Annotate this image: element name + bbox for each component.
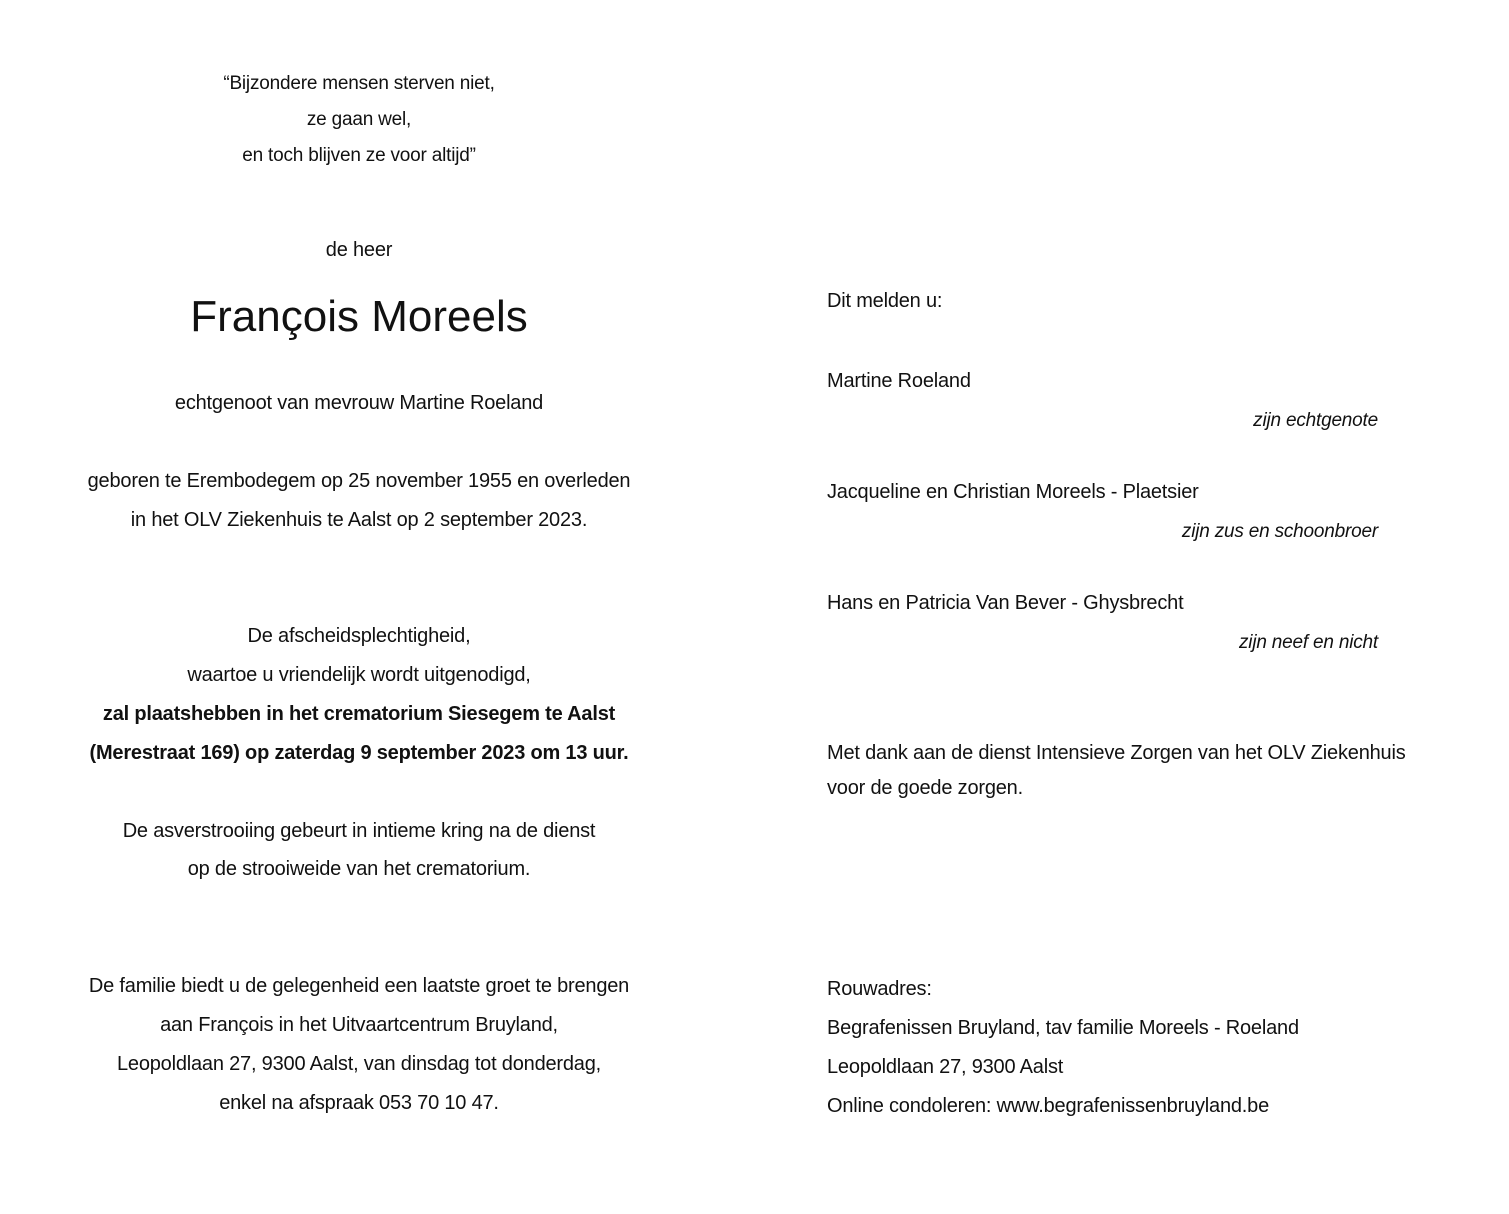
- deceased-name: François Moreels: [190, 292, 528, 341]
- ashes-line: op de strooiweide van het crematorium.: [187, 858, 531, 880]
- quote-line: en toch blijven ze voor altijd”: [242, 145, 476, 166]
- address-line: Begrafenissen Bruyland, tav familie Moreels - Roeland: [827, 1017, 1299, 1039]
- family-member-name: Martine Roeland: [827, 370, 971, 392]
- visit-line: De familie biedt u de gelegenheid een laatste groet te brengen: [88, 975, 630, 997]
- announcement-intro: Dit melden u:: [827, 290, 943, 312]
- spouse-line: echtgenoot van mevrouw Martine Roeland: [174, 392, 544, 414]
- thanks-line: Met dank aan de dienst Intensieve Zorgen van het OLV Ziekenhuis: [827, 742, 1406, 764]
- thanks-line: voor de goede zorgen.: [827, 777, 1023, 799]
- honorific: de heer: [325, 239, 393, 261]
- ceremony-line: De afscheidsplechtigheid,: [247, 625, 471, 647]
- ceremony-line: waartoe u vriendelijk wordt uitgenodigd,: [187, 664, 531, 686]
- birth-death-line: geboren te Erembodegem op 25 november 1955 en overleden: [87, 470, 631, 492]
- quote-line: ze gaan wel,: [306, 109, 412, 130]
- quote-line: “Bijzondere mensen sterven niet,: [223, 73, 495, 94]
- condolence-link-line: Online condoleren: www.begrafenissenbruyland.be: [827, 1095, 1269, 1117]
- family-member-relation: zijn neef en nicht: [1239, 632, 1378, 653]
- address-label: Rouwadres:: [827, 978, 932, 1000]
- visit-line: aan François in het Uitvaartcentrum Bruyland,: [160, 1014, 558, 1036]
- family-member-relation: zijn zus en schoonbroer: [1181, 521, 1378, 542]
- family-member-relation: zijn echtgenote: [1253, 410, 1378, 431]
- address-line: Leopoldlaan 27, 9300 Aalst: [827, 1056, 1064, 1078]
- birth-death-line: in het OLV Ziekenhuis te Aalst op 2 september 2023.: [130, 509, 588, 531]
- visit-line: Leopoldlaan 27, 9300 Aalst, van dinsdag tot donderdag,: [116, 1053, 602, 1075]
- visit-line: enkel na afspraak 053 70 10 47.: [219, 1092, 499, 1114]
- family-member-name: Jacqueline en Christian Moreels - Plaetsier: [827, 481, 1199, 503]
- ceremony-details: (Merestraat 169) op zaterdag 9 september 2023 om 13 uur.: [89, 742, 629, 764]
- ashes-line: De asverstrooiing gebeurt in intieme kring na de dienst: [122, 820, 596, 842]
- ceremony-details: zal plaatshebben in het crematorium Siesegem te Aalst: [102, 703, 616, 725]
- family-member-name: Hans en Patricia Van Bever - Ghysbrecht: [827, 592, 1184, 614]
